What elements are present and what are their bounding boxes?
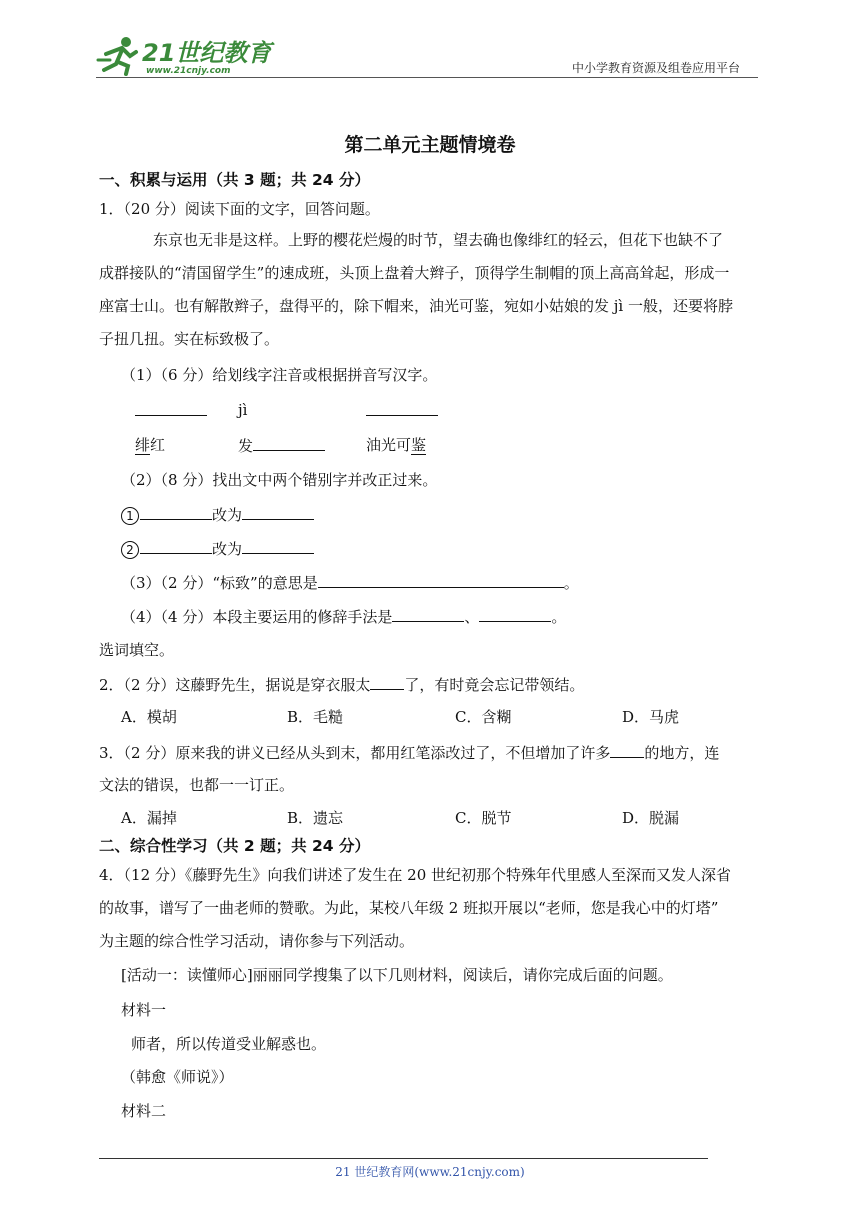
q3-text-a: 3．（2 分）原来我的讲义已经从头到末，都用红笔添改过了，不但增加了许多 xyxy=(99,744,611,762)
word-youguang xyxy=(366,435,426,455)
platform-name: 中小学教育资源及组卷应用平台 xyxy=(572,61,741,75)
logo-url: www.21cnjy.com xyxy=(146,66,231,76)
passage-line-4: 子扭几扭。实在标致极了。 xyxy=(99,330,280,348)
underlined-char-fei: 绯 xyxy=(135,436,151,454)
char-hong: 红 xyxy=(150,436,166,454)
material-2-label: 材料二 xyxy=(121,1102,167,1120)
typo-blank-2a[interactable] xyxy=(140,538,212,554)
q1-stem: 1．（20 分）阅读下面的文字，回答问题。 xyxy=(99,200,380,218)
q2-stem xyxy=(99,674,584,695)
word-feihong xyxy=(135,435,165,455)
circled-number-2: 2 xyxy=(121,541,139,559)
fill-instruction: 选词填空。 xyxy=(99,641,175,659)
q4-line-3: 为主题的综合性学习活动，请你参与下列活动。 xyxy=(99,932,415,950)
q2-text-b: 了，有时竟会忘记带领结。 xyxy=(404,676,585,694)
section1-heading: 一、积累与运用（共 3 题；共 24 分） xyxy=(99,171,370,189)
page-title: 第二单元主题情境卷 xyxy=(344,134,516,156)
gai-wei-label: 改为 xyxy=(212,540,243,558)
typo-blank-2b[interactable] xyxy=(242,538,314,554)
typo-row-1 xyxy=(121,504,314,525)
rhetoric-blank-1[interactable] xyxy=(392,606,464,622)
footer-link[interactable]: 21 世纪教育网(www.21cnjy.com) xyxy=(335,1165,525,1179)
material-1-source: （韩愈《师说》） xyxy=(121,1068,234,1086)
pinyin-ji: jì xyxy=(238,401,248,419)
answer-blank-1c[interactable] xyxy=(366,400,438,416)
sub-question-4 xyxy=(121,606,566,627)
material-1-text: 师者，所以传道受业解惑也。 xyxy=(131,1035,327,1053)
q2-option-d[interactable]: D．马虎 xyxy=(622,708,680,726)
q4-line-1: 4．（12 分）《藤野先生》向我们讲述了发生在 20 世纪初那个特殊年代里感人至深而又发人深省 xyxy=(99,866,732,884)
material-1-label: 材料一 xyxy=(121,1001,167,1019)
q3-text-b: 的地方，连 xyxy=(644,744,720,762)
q3-option-b[interactable]: B．遗忘 xyxy=(287,809,344,827)
q2-option-b[interactable]: B．毛糙 xyxy=(287,708,344,726)
passage-line-3: 座富士山。也有解散辫子，盘得平的，除下帽来，油光可鉴，宛如小姑娘的发 jì 一般，还要将脖 xyxy=(99,297,733,315)
typo-blank-1b[interactable] xyxy=(242,504,314,520)
runner-logo-icon xyxy=(96,36,140,76)
q2-option-c[interactable]: C．含糊 xyxy=(455,708,512,726)
header xyxy=(0,0,860,80)
word-faji xyxy=(238,435,325,456)
chars-youguangke: 油光可 xyxy=(366,436,412,454)
sub-question-2: （2）（8 分）找出文中两个错别字并改正过来。 xyxy=(121,471,438,489)
q3-blank[interactable] xyxy=(610,742,644,758)
header-divider xyxy=(96,77,758,78)
passage-line-2: 成群接队的“清国留学生”的速成班，头顶上盘着大辫子，顶得学生制帽的顶上高高耸起，形成一 xyxy=(99,264,730,282)
gai-wei-label: 改为 xyxy=(212,506,243,524)
typo-row-2 xyxy=(121,538,314,559)
sub-question-1: （1）（6 分）给划线字注音或根据拼音写汉字。 xyxy=(121,366,438,384)
logo-text: 21世纪教育 xyxy=(142,39,272,67)
sub3-end: 。 xyxy=(563,574,579,592)
typo-blank-1a[interactable] xyxy=(140,504,212,520)
footer-divider xyxy=(99,1158,708,1159)
q3-stem xyxy=(99,742,719,763)
q2-text-a: 2．（2 分）这藤野先生，据说是穿衣服太 xyxy=(99,676,371,694)
underlined-char-jian: 鉴 xyxy=(411,436,427,454)
q2-option-a[interactable]: A．模胡 xyxy=(121,708,177,726)
sub4-sep: 、 xyxy=(464,608,480,626)
sub4-text: （4）（4 分）本段主要运用的修辞手法是 xyxy=(121,608,393,626)
rhetoric-blank-2[interactable] xyxy=(479,606,551,622)
q3-stem-line2: 文法的错误，也都一一订正。 xyxy=(99,776,295,794)
q3-option-a[interactable]: A．漏掉 xyxy=(121,809,177,827)
sub4-end: 。 xyxy=(551,608,567,626)
sub-question-3 xyxy=(121,572,579,593)
circled-number-1: 1 xyxy=(121,507,139,525)
answer-blank-1a[interactable] xyxy=(135,400,207,416)
meaning-blank[interactable] xyxy=(318,572,564,588)
q4-line-2: 的故事，谱写了一曲老师的赞歌。为此，某校八年级 2 班拟开展以“老师，您是我心中的灯塔” xyxy=(99,899,719,917)
q3-option-d[interactable]: D．脱漏 xyxy=(622,809,680,827)
char-fa: 发 xyxy=(238,437,254,455)
section2-heading: 二、综合性学习（共 2 题；共 24 分） xyxy=(99,837,370,855)
activity-1: [活动一：读懂师心]丽丽同学搜集了以下几则材料，阅读后，请你完成后面的问题。 xyxy=(121,966,673,984)
answer-blank-1b[interactable] xyxy=(253,435,325,451)
q2-blank[interactable] xyxy=(370,674,404,690)
sub3-text: （3）（2 分）“标致”的意思是 xyxy=(121,574,318,592)
q3-option-c[interactable]: C．脱节 xyxy=(455,809,512,827)
passage-line-1: 东京也无非是这样。上野的樱花烂熳的时节，望去确也像绯红的轻云，但花下也缺不了 xyxy=(153,231,724,249)
